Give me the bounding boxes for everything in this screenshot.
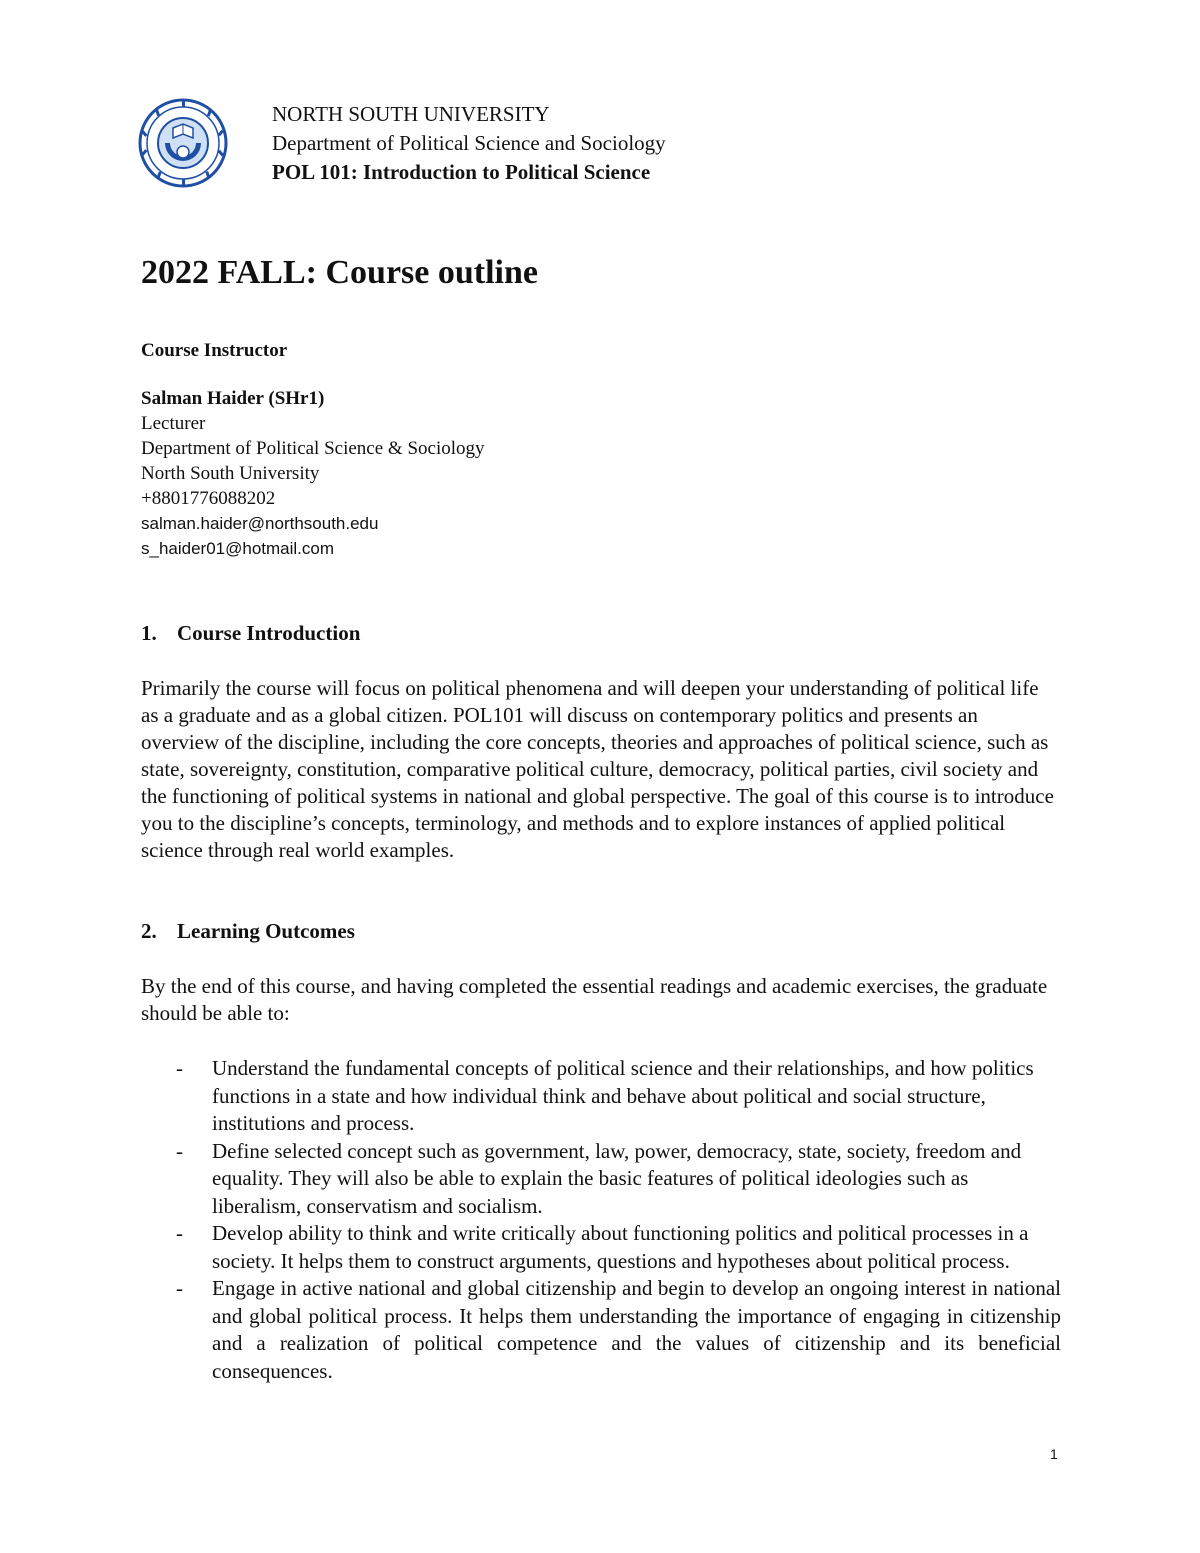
university-seal-logo <box>138 98 228 188</box>
list-item-text: Define selected concept such as government, law, power, democracy, state, society, freedom and equality. They will also be able to explain the basic features of political ideologies such as liberalism, conservatism and socialism. <box>212 1138 1022 1218</box>
page-title: 2022 FALL: Course outline <box>141 254 538 291</box>
instructor-email-primary: salman.haider@northsouth.edu <box>141 514 379 533</box>
learning-outcomes-list <box>141 1055 1061 1385</box>
list-item-text: Develop ability to think and write critically about functioning politics and political processes in a society. It helps them to construct arguments, questions and hypotheses about political process. <box>212 1221 1029 1273</box>
section-heading-course-introduction <box>141 621 360 646</box>
list-item <box>141 1138 1061 1221</box>
instructor-phone: +8801776088202 <box>141 488 276 509</box>
department-name: Department of Political Science and Sociology <box>272 131 666 155</box>
bullet-dash: - <box>176 1221 183 1245</box>
list-item-text: Engage in active national and global citizenship and begin to develop an ongoing interest in national and global political process. It helps them understanding the importance of engaging in citizenship and a realization of political competence and the values of citizenship and its beneficial consequences. <box>212 1276 1061 1383</box>
page-number: 1 <box>1050 1446 1058 1462</box>
bullet-dash: - <box>176 1138 183 1163</box>
section-number: 2. <box>141 919 157 943</box>
instructor-position: Lecturer <box>141 413 206 434</box>
list-item <box>141 1275 1061 1385</box>
list-item <box>141 1220 1061 1275</box>
learning-outcomes-intro: By the end of this course, and having completed the essential readings and academic exercises, the graduate should be able to: <box>141 974 1048 1025</box>
section-number: 1. <box>141 621 157 645</box>
list-item <box>141 1055 1061 1138</box>
instructor-block <box>141 338 485 561</box>
instructor-name: Salman Haider (SHr1) <box>141 388 325 409</box>
instructor-email-secondary: s_haider01@hotmail.com <box>141 539 335 558</box>
course-name: POL 101: Introduction to Political Science <box>272 160 651 184</box>
list-item-text: Understand the fundamental concepts of political science and their relationships, and how politics functions in a state and how individual think and behave about political and social structure, institutions and process. <box>212 1056 1034 1135</box>
bullet-dash: - <box>176 1276 183 1300</box>
instructor-university: North South University <box>141 463 320 484</box>
bullet-dash: - <box>176 1056 183 1080</box>
section-title: Learning Outcomes <box>177 919 355 943</box>
instructor-department: Department of Political Science & Sociology <box>141 438 485 459</box>
section-heading-learning-outcomes <box>141 919 355 944</box>
document-header <box>272 100 666 187</box>
course-introduction-text: Primarily the course will focus on political phenomena and will deepen your understanding of political life as a graduate and as a global citizen. POL101 will discuss on contemporary politics and presents an overview of the discipline, including the core concepts, theories and approaches of political science, such as state, sovereignty, constitution, comparative political culture, democracy, political parties, civil society and the functioning of political systems in national and global perspective. The goal of this course is to introduce you to the discipline’s concepts, terminology, and methods and to explore instances of applied political science through real world examples. <box>141 676 1054 862</box>
instructor-heading: Course Instructor <box>141 340 288 361</box>
section-title: Course Introduction <box>177 621 361 645</box>
university-name: NORTH SOUTH UNIVERSITY <box>272 102 550 126</box>
